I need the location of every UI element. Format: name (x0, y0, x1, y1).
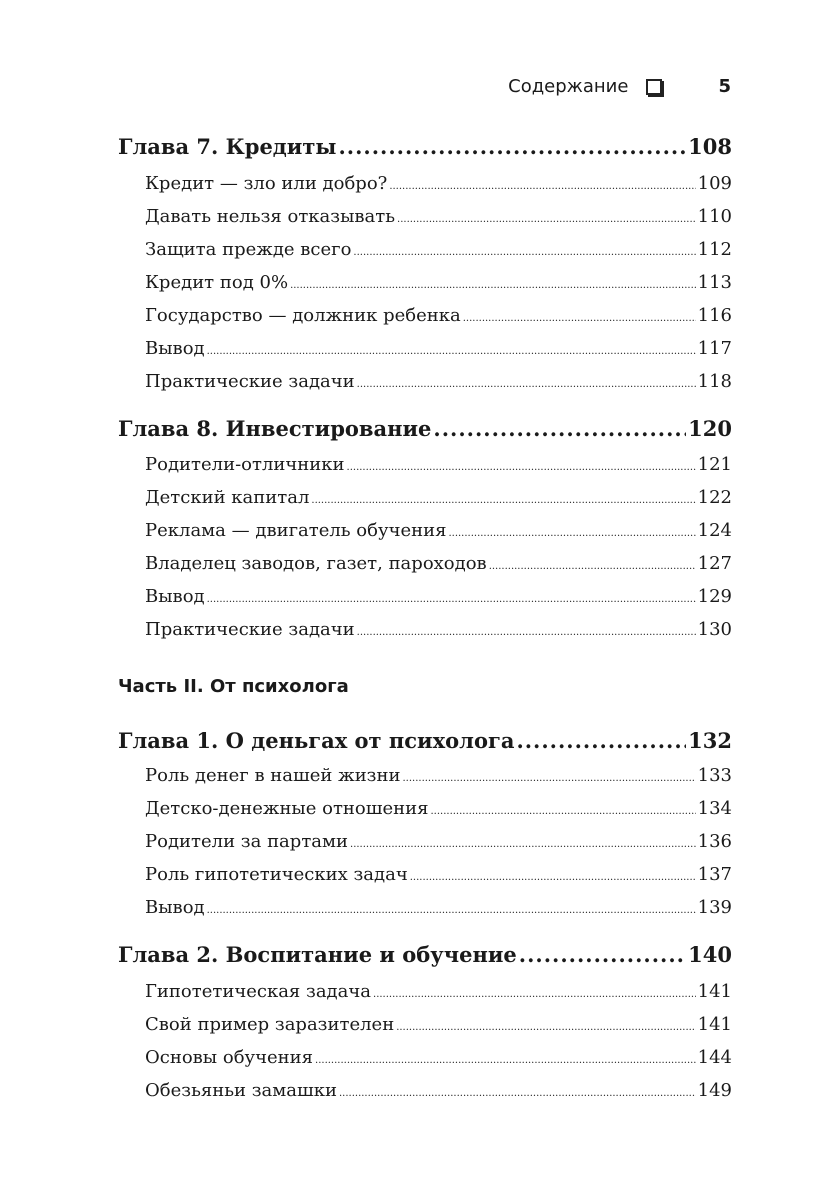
entry-page: 124 (697, 520, 732, 541)
dot-leader (347, 462, 696, 473)
entry-title: Гипотетическая задача (145, 981, 372, 1002)
section-entry[interactable] (145, 897, 732, 918)
entry-title: Вывод (145, 338, 205, 359)
entry-page: 130 (697, 619, 732, 640)
dot-leader (373, 989, 696, 1000)
chapter-entry[interactable] (118, 942, 732, 967)
entry-title: Давать нельзя отказывать (145, 206, 396, 227)
entry-page: 140 (688, 942, 732, 967)
entry-page: 110 (697, 206, 732, 227)
section-entry[interactable] (145, 520, 732, 541)
dot-leader (489, 561, 696, 572)
entry-page: 112 (697, 239, 732, 260)
dot-leader (519, 942, 686, 967)
section-entry[interactable] (145, 487, 732, 508)
dot-leader (207, 594, 696, 605)
section-entry[interactable] (145, 454, 732, 475)
dot-leader (410, 872, 696, 883)
entry-title: Роль гипотетических задач (145, 864, 408, 885)
entry-page: 117 (697, 338, 732, 359)
dot-leader (339, 1088, 696, 1099)
section-title: Содержание (508, 76, 629, 97)
dot-leader (315, 1055, 696, 1066)
entry-page: 116 (697, 305, 732, 326)
entry-page: 144 (697, 1047, 732, 1068)
entry-page: 109 (697, 173, 732, 194)
entry-page: 141 (697, 981, 732, 1002)
dot-leader (463, 313, 696, 324)
entry-page: 121 (697, 454, 732, 475)
dot-leader (338, 134, 686, 159)
section-entry[interactable] (145, 173, 732, 194)
entry-page: 149 (697, 1080, 732, 1101)
entry-title: Вывод (145, 897, 205, 918)
entry-title: Государство — должник ребенка (145, 305, 461, 326)
chapter-entry[interactable] (118, 416, 732, 441)
dot-leader (396, 1022, 695, 1033)
section-entry[interactable] (145, 206, 732, 227)
entry-page: 133 (697, 765, 732, 786)
entry-title: Глава 2. Воспитание и обучение (118, 942, 517, 967)
entry-page: 139 (697, 897, 732, 918)
entry-title: Практические задачи (145, 619, 355, 640)
entry-title: Владелец заводов, газет, пароходов (145, 553, 487, 574)
section-entry[interactable] (145, 864, 732, 885)
entry-page: 122 (697, 487, 732, 508)
entry-title: Кредит под 0% (145, 272, 289, 293)
entry-title: Детско-денежные отношения (145, 798, 429, 819)
section-entry[interactable] (145, 765, 732, 786)
entry-title: Глава 8. Инвестирование (118, 416, 432, 441)
dot-leader (311, 495, 695, 506)
section-entry[interactable] (145, 272, 732, 293)
entry-page: 141 (697, 1014, 732, 1035)
entry-page: 134 (697, 798, 732, 819)
dot-leader (353, 247, 695, 258)
section-entry[interactable] (145, 1080, 732, 1101)
entry-title: Защита прежде всего (145, 239, 352, 260)
entry-page: 137 (697, 864, 732, 885)
square-bullet-icon (646, 79, 662, 95)
entry-title: Обезьяньи замашки (145, 1080, 337, 1101)
section-entry[interactable] (145, 619, 732, 640)
dot-leader (207, 905, 696, 916)
dot-leader (389, 181, 695, 192)
entry-page: 136 (697, 831, 732, 852)
dot-leader (448, 528, 695, 539)
dot-leader (350, 839, 696, 850)
entry-title: Роль денег в нашей жизни (145, 765, 401, 786)
entry-page: 132 (688, 728, 732, 753)
entry-title: Родители-отличники (145, 454, 345, 475)
section-entry[interactable] (145, 371, 732, 392)
entry-page: 108 (688, 134, 732, 159)
entry-title: Глава 7. Кредиты (118, 134, 337, 159)
dot-leader (403, 773, 696, 784)
section-entry[interactable] (145, 239, 732, 260)
entry-page: 118 (697, 371, 732, 392)
section-entry[interactable] (145, 798, 732, 819)
part-heading: Часть II. От психолога (118, 676, 349, 697)
dot-leader (397, 214, 696, 225)
chapter-entry[interactable] (118, 134, 732, 159)
entry-title: Кредит — зло или добро? (145, 173, 388, 194)
dot-leader (207, 346, 696, 357)
section-entry[interactable] (145, 831, 732, 852)
section-entry[interactable] (145, 981, 732, 1002)
section-entry[interactable] (145, 1047, 732, 1068)
entry-title: Реклама — двигатель обучения (145, 520, 447, 541)
entry-title: Свой пример заразителен (145, 1014, 395, 1035)
chapter-entry[interactable] (118, 728, 732, 753)
dot-leader (516, 728, 686, 753)
running-header (508, 76, 731, 97)
entry-title: Детский капитал (145, 487, 310, 508)
section-entry[interactable] (145, 1014, 732, 1035)
entry-title: Глава 1. О деньгах от психолога (118, 728, 515, 753)
section-entry[interactable] (145, 305, 732, 326)
section-entry[interactable] (145, 586, 732, 607)
entry-page: 129 (697, 586, 732, 607)
section-entry[interactable] (145, 553, 732, 574)
entry-title: Основы обучения (145, 1047, 314, 1068)
entry-page: 113 (697, 272, 732, 293)
dot-leader (357, 627, 696, 638)
entry-title: Родители за партами (145, 831, 349, 852)
dot-leader (433, 416, 686, 441)
page-number: 5 (718, 76, 731, 97)
entry-title: Вывод (145, 586, 205, 607)
entry-title: Практические задачи (145, 371, 355, 392)
dot-leader (431, 806, 696, 817)
dot-leader (290, 280, 696, 291)
entry-page: 127 (697, 553, 732, 574)
section-entry[interactable] (145, 338, 732, 359)
dot-leader (357, 379, 696, 390)
entry-page: 120 (688, 416, 732, 441)
